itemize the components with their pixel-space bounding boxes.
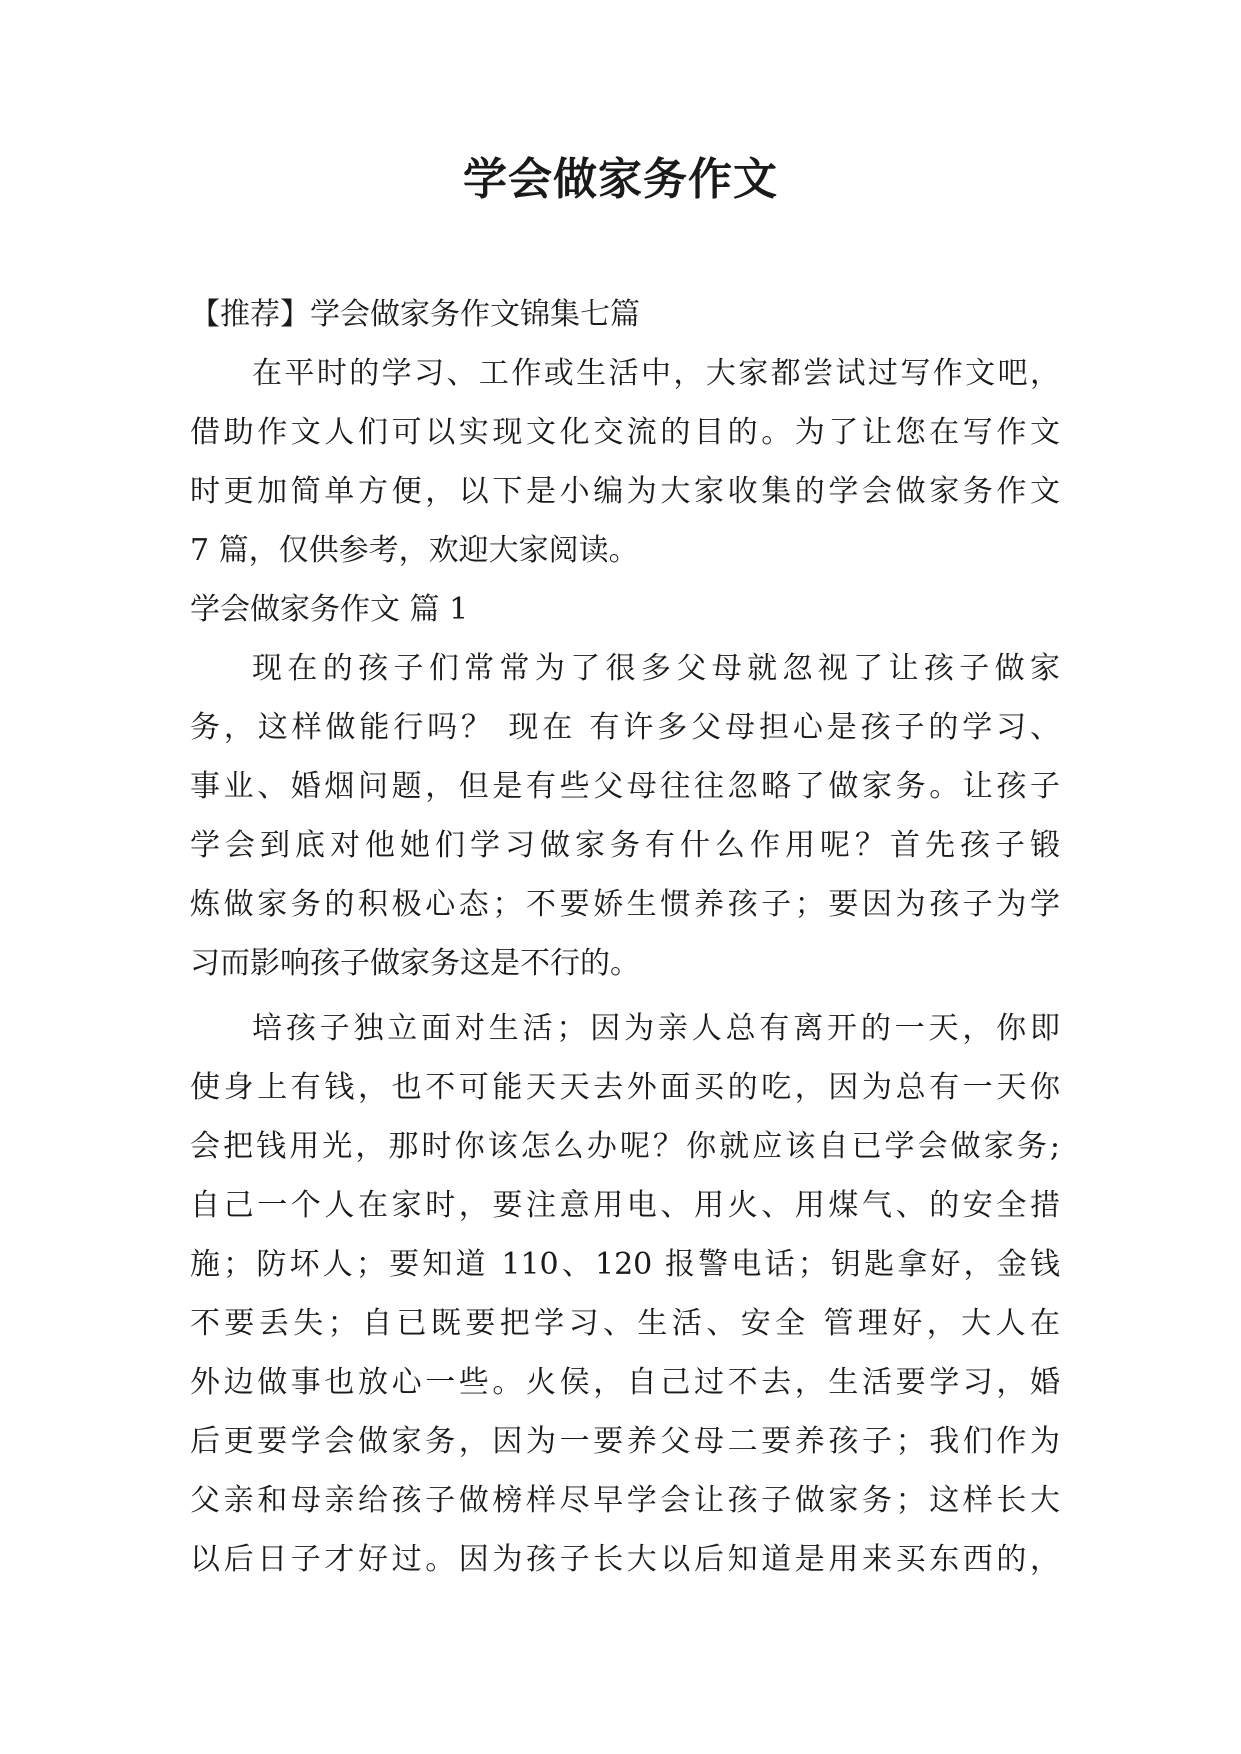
recommend-line: 【推荐】学会做家务作文锦集七篇 bbox=[190, 297, 640, 332]
paragraph-line: 事业、婚烟问题，但是有些父母往往忽略了做家务。让孩子 bbox=[190, 769, 1060, 804]
paragraph-line: 以后日子才好过。因为孩子长大以后知道是用来买东西的， bbox=[190, 1542, 1060, 1577]
paragraph-line: 会把钱用光，那时你该怎么办呢？你就应该自已学会做家务; bbox=[190, 1129, 1060, 1164]
intro-line: 时更加简单方便，以下是小编为大家收集的学会做家务作文 bbox=[190, 474, 1060, 509]
section-heading: 学会做家务作文 篇 1 bbox=[190, 592, 469, 627]
document-title: 学会做家务作文 bbox=[463, 154, 778, 205]
paragraph-line: 不要丢失；自已既要把学习、生活、安全 管理好，大人在 bbox=[190, 1306, 1060, 1341]
intro-line: 在平时的学习、工作或生活中，大家都尝试过写作文吧， bbox=[252, 356, 1060, 391]
paragraph-line: 培孩子独立面对生活；因为亲人总有离开的一天，你即 bbox=[252, 1011, 1060, 1046]
paragraph-line: 学会到底对他她们学习做家务有什么作用呢？首先孩子锻 bbox=[190, 828, 1060, 863]
paragraph-line: 现在的孩子们常常为了很多父母就忽视了让孩子做家 bbox=[252, 651, 1060, 686]
paragraph-line: 父亲和母亲给孩子做榜样尽早学会让孩子做家务；这样长大 bbox=[190, 1483, 1060, 1518]
paragraph-line: 务，这样做能行吗？ 现在 有许多父母担心是孩子的学习、 bbox=[190, 710, 1060, 745]
paragraph-line: 炼做家务的积极心态；不要娇生惯养孩子；要因为孩子为学 bbox=[190, 887, 1060, 922]
intro-line: 借助作文人们可以实现文化交流的目的。为了让您在写作文 bbox=[190, 415, 1060, 450]
paragraph-line: 外边做事也放心一些。火侯，自己过不去，生活要学习，婚 bbox=[190, 1365, 1060, 1400]
paragraph-line: 自己一个人在家时，要注意用电、用火、用煤气、的安全措 bbox=[190, 1188, 1060, 1223]
paragraph-line: 施；防坏人；要知道 110、120 报警电话；钥匙拿好，金钱 bbox=[190, 1247, 1060, 1282]
document-body bbox=[190, 285, 1060, 1589]
paragraph-line: 后更要学会做家务，因为一要养父母二要养孩子；我们作为 bbox=[190, 1424, 1060, 1459]
intro-line: 7 篇，仅供参考，欢迎大家阅读。 bbox=[190, 533, 639, 568]
paragraph-line: 使身上有钱，也不可能天天去外面买的吃，因为总有一天你 bbox=[190, 1070, 1060, 1105]
paragraph-line: 习而影响孩子做家务这是不行的。 bbox=[190, 946, 640, 981]
